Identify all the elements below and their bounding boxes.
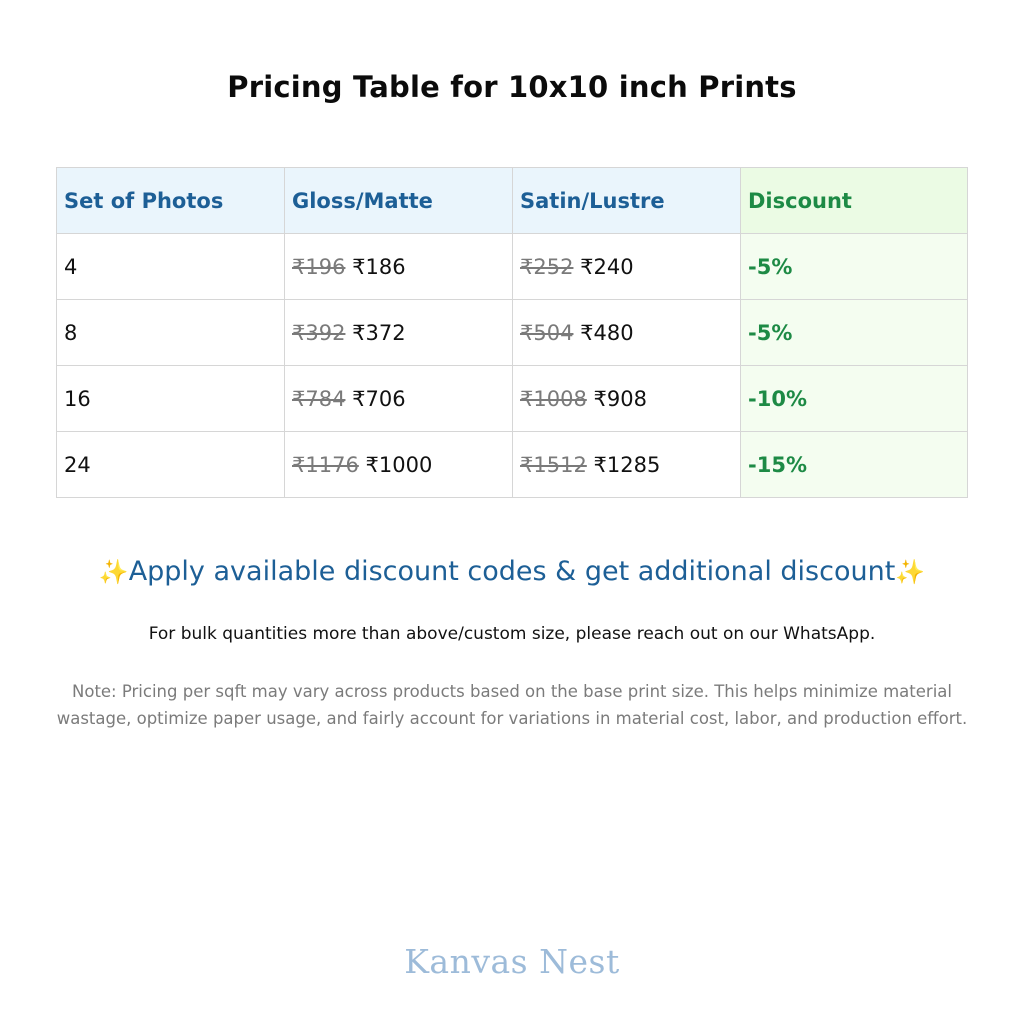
discount-cell: -5% — [741, 300, 968, 366]
set-count-cell: 24 — [57, 432, 285, 498]
table-row — [57, 300, 968, 366]
satin-price-cell — [513, 366, 741, 432]
bulk-order-text: For bulk quantities more than above/custom size, please reach out on our WhatsApp. — [148, 624, 876, 644]
gloss-price-cell — [285, 366, 513, 432]
discounted-price: ₹480 — [580, 320, 634, 345]
discount-cell: -5% — [741, 234, 968, 300]
original-price: ₹1512 — [520, 452, 587, 477]
gloss-price-cell — [285, 432, 513, 498]
table-row — [57, 432, 968, 498]
original-price: ₹504 — [520, 320, 574, 345]
table-header-row — [57, 168, 968, 234]
discounted-price: ₹1285 — [593, 452, 661, 477]
discounted-price: ₹186 — [352, 254, 406, 279]
satin-price-cell — [513, 300, 741, 366]
original-price: ₹252 — [520, 254, 574, 279]
discount-cell: -15% — [741, 432, 968, 498]
discounted-price: ₹908 — [593, 386, 647, 411]
discount-cell: -10% — [741, 366, 968, 432]
set-count-cell: 16 — [57, 366, 285, 432]
promo-banner — [0, 556, 1024, 587]
original-price: ₹1176 — [292, 452, 359, 477]
satin-price-cell — [513, 234, 741, 300]
sparkle-icon: ✨ — [895, 558, 926, 586]
header-set-of-photos: Set of Photos — [57, 168, 285, 234]
sparkle-icon: ✨ — [98, 558, 129, 586]
original-price: ₹1008 — [520, 386, 587, 411]
discounted-price: ₹372 — [352, 320, 406, 345]
original-price: ₹784 — [292, 386, 346, 411]
page-title: Pricing Table for 10x10 inch Prints — [227, 70, 797, 104]
header-gloss-matte: Gloss/Matte — [285, 168, 513, 234]
set-count-cell: 4 — [57, 234, 285, 300]
discounted-price: ₹240 — [580, 254, 634, 279]
satin-price-cell — [513, 432, 741, 498]
gloss-price-cell — [285, 234, 513, 300]
header-discount: Discount — [741, 168, 968, 234]
set-count-cell: 8 — [57, 300, 285, 366]
discounted-price: ₹706 — [352, 386, 406, 411]
discounted-price: ₹1000 — [365, 452, 433, 477]
table-row — [57, 234, 968, 300]
promo-text: Apply available discount codes & get additional discount — [128, 556, 896, 587]
original-price: ₹196 — [292, 254, 346, 279]
header-satin-lustre: Satin/Lustre — [513, 168, 741, 234]
pricing-table — [56, 167, 968, 498]
table-row — [57, 366, 968, 432]
pricing-note: Note: Pricing per sqft may vary across products based on the base print size. This helps minimize material wastage, optimize paper usage, and fairly account for variations in material cost, labor, and production effort. — [56, 682, 968, 728]
gloss-price-cell — [285, 300, 513, 366]
original-price: ₹392 — [292, 320, 346, 345]
brand-logo: Kanvas Nest — [404, 942, 620, 981]
